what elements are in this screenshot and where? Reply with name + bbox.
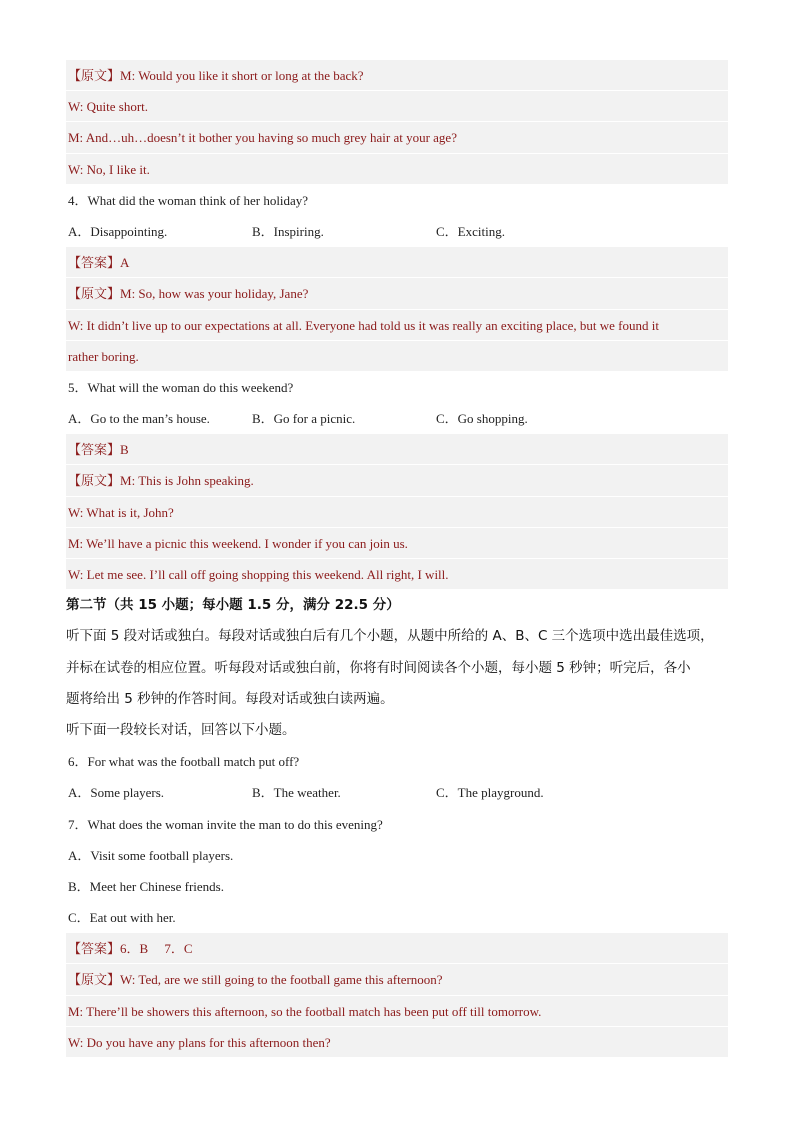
question-5-options bbox=[66, 403, 728, 434]
option-b: B．Go for a picnic. bbox=[252, 411, 356, 427]
transcript-line: M: There’ll be showers this afternoon, so the football match has been put off till tomorrow. bbox=[66, 996, 728, 1027]
transcript-line bbox=[66, 278, 728, 309]
transcript-text: M: So, how was your holiday, Jane? bbox=[120, 286, 309, 302]
option-c: C．The playground. bbox=[436, 785, 544, 801]
answer-tag: 【答案】 bbox=[68, 941, 121, 957]
option-b: B．Inspiring. bbox=[252, 223, 324, 239]
question-5: 5．What will the woman do this weekend? bbox=[68, 379, 294, 395]
transcript-tag: 【原文】 bbox=[68, 286, 121, 302]
answer-value: A bbox=[120, 255, 130, 271]
option-a: A．Go to the man’s house. bbox=[68, 411, 210, 427]
answer-line bbox=[66, 247, 728, 278]
answer-tag: 【答案】 bbox=[68, 255, 121, 271]
transcript-line: W: Do you have any plans for this afternoon then? bbox=[66, 1027, 728, 1058]
transcript-tag: 【原文】 bbox=[68, 972, 121, 988]
option-c: C．Go shopping. bbox=[436, 411, 528, 427]
option-c: C．Eat out with her. bbox=[68, 910, 176, 926]
transcript-line: rather boring. bbox=[66, 341, 728, 372]
answer-value: B bbox=[120, 442, 129, 458]
section-instructions: 题将给出 5 秒钟的作答时间。每段对话或独白读两遍。 bbox=[66, 690, 394, 707]
transcript-text: M: This is John speaking. bbox=[120, 473, 254, 489]
question-4-options bbox=[66, 216, 728, 247]
option-b: B．The weather. bbox=[252, 785, 341, 801]
transcript-line bbox=[66, 964, 728, 995]
transcript-line: W: It didn’t live up to our expectations at all. Everyone had told us it was really an exciting place, but we found it bbox=[66, 310, 728, 341]
question-4: 4．What did the woman think of her holiday? bbox=[68, 192, 309, 208]
answer-line bbox=[66, 434, 728, 465]
option-a: A．Some players. bbox=[68, 785, 165, 801]
transcript-line: M: And…uh…doesn’t it bother you having so much grey hair at your age? bbox=[66, 122, 728, 153]
question-6-options bbox=[66, 777, 728, 808]
transcript-line: W: Let me see. I’ll call off going shopping this weekend. All right, I will. bbox=[66, 559, 728, 590]
transcript-line bbox=[66, 60, 728, 91]
option-a: A．Visit some football players. bbox=[68, 847, 234, 863]
answer-line bbox=[66, 933, 728, 964]
transcript-line: W: No, I like it. bbox=[66, 154, 728, 185]
section-instructions: 听下面 5 段对话或独白。每段对话或独白后有几个小题，从题中所给的 A、B、C 三个选项中选出最佳选项， bbox=[66, 628, 714, 645]
transcript-line: W: What is it, John? bbox=[66, 497, 728, 528]
option-a: A．Disappointing. bbox=[68, 223, 168, 239]
page-content bbox=[66, 60, 728, 1058]
section-title: 第二节（共 15 小题；每小题 1.5 分，满分 22.5 分） bbox=[66, 597, 400, 614]
transcript-line: M: We’ll have a picnic this weekend. I wonder if you can join us. bbox=[66, 528, 728, 559]
section-instructions: 听下面一段较长对话，回答以下小题。 bbox=[66, 721, 296, 738]
answer-tag: 【答案】 bbox=[68, 442, 121, 458]
question-6: 6．For what was the football match put off? bbox=[68, 754, 300, 770]
transcript-line: W: Quite short. bbox=[66, 91, 728, 122]
transcript-text: M: Would you like it short or long at the back? bbox=[120, 68, 364, 83]
answer-value: 6．B 7．C bbox=[120, 941, 193, 957]
section-instructions: 并标在试卷的相应位置。听每段对话或独白前，你将有时间阅读各个小题，每小题 5 秒钟；听完后，各小 bbox=[66, 659, 691, 676]
transcript-text: W: Ted, are we still going to the football game this afternoon? bbox=[120, 972, 443, 988]
option-b: B．Meet her Chinese friends. bbox=[68, 878, 224, 894]
question-7: 7．What does the woman invite the man to do this evening? bbox=[68, 816, 383, 832]
transcript-tag: 【原文】 bbox=[68, 473, 121, 489]
transcript-tag: 【原文】 bbox=[68, 68, 121, 83]
option-c: C．Exciting. bbox=[436, 223, 505, 239]
transcript-line bbox=[66, 465, 728, 496]
